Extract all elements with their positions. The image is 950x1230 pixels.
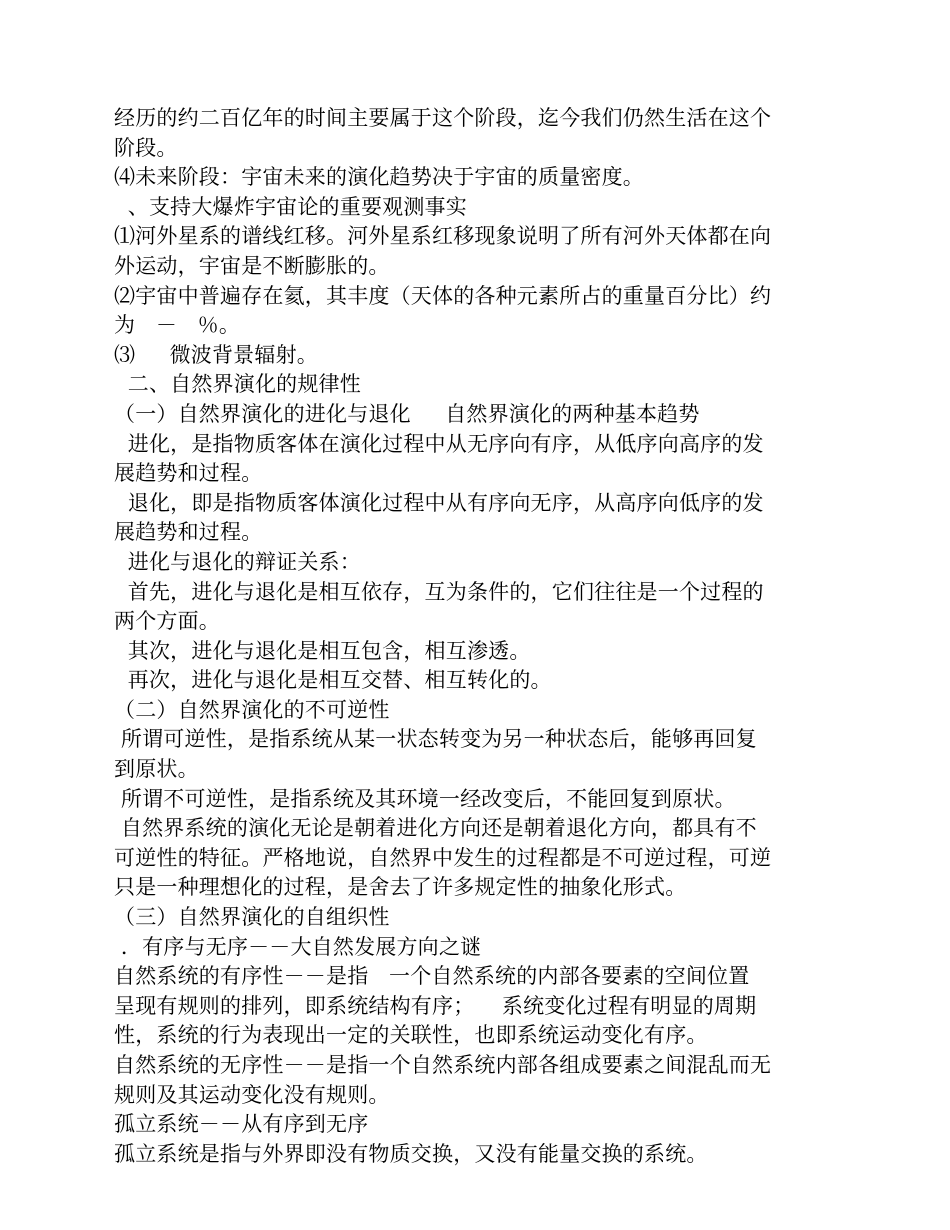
section-heading: 、支持大爆炸宇宙论的重要观测事实 xyxy=(114,194,467,219)
text-line: 性，系统的行为表现出一定的关联性，也即系统运动变化有序。 xyxy=(114,1023,708,1048)
text-line: 进化与退化的辩证关系： xyxy=(114,549,361,574)
text-line: 进化，是指物质客体在演化过程中从无序向有序，从低序向高序的发 xyxy=(114,431,764,456)
text-line: 孤立系统－－从有序到无序 xyxy=(114,1112,369,1137)
text-line: 所谓不可逆性，是指系统及其环境一经改变后，不能回复到原状。 xyxy=(114,786,736,811)
text-line: 自然系统的无序性－－是指一个自然系统内部各组成要素之间混乱而无 xyxy=(114,1053,772,1077)
text-line: 阶段。 xyxy=(114,135,178,160)
text-line: 可逆性的特征。严格地说，自然界中发生的过程都是不可逆过程，可逆 xyxy=(114,845,772,870)
text-line: 规则及其运动变化没有规则。 xyxy=(114,1082,390,1107)
text-line: 展趋势和过程。 xyxy=(114,461,263,486)
subsection-heading: （一）自然界演化的进化与退化 自然界演化的两种基本趋势 xyxy=(114,401,700,426)
text-line: 所谓可逆性，是指系统从某一状态转变为另一种状态后，能够再回复 xyxy=(114,727,757,752)
text-line: 展趋势和过程。 xyxy=(114,520,263,545)
text-line: 再次，进化与退化是相互交替、相互转化的。 xyxy=(114,668,552,693)
text-line: ⑷未来阶段：宇宙未来的演化趋势决于宇宙的质量密度。 xyxy=(114,165,644,190)
text-line: 到原状。 xyxy=(114,757,199,782)
text-line: 自然界系统的演化无论是朝着进化方向还是朝着退化方向，都具有不 xyxy=(114,816,757,841)
text-line: ⑶ 微波背景辐射。 xyxy=(114,342,318,367)
text-line: 两个方面。 xyxy=(114,609,220,634)
text-line: ⑴河外星系的谱线红移。河外星系红移现象说明了所有河外天体都在向 xyxy=(114,224,772,249)
text-line: ．有序与无序－－大自然发展方向之谜 xyxy=(114,934,482,959)
text-line: 退化，即是指物质客体演化过程中从有序向无序，从高序向低序的发 xyxy=(114,490,764,515)
text-line: 只是一种理想化的过程，是舍去了许多规定性的抽象化形式。 xyxy=(114,875,687,900)
text-line: 外运动，宇宙是不断膨胀的。 xyxy=(114,253,390,278)
subsection-heading: （三）自然界演化的自组织性 xyxy=(114,905,390,930)
text-line: 呈现有规则的排列，即系统结构有序； 系统变化过程有明显的周期 xyxy=(114,993,757,1018)
text-line: 孤立系统是指与外界即没有物质交换，又没有能量交换的系统。 xyxy=(114,1141,708,1166)
document-page xyxy=(114,104,844,1169)
text-line: 首先，进化与退化是相互依存，互为条件的，它们往往是一个过程的 xyxy=(114,579,764,604)
section-heading: 二、自然界演化的规律性 xyxy=(114,372,361,397)
text-line: 自然系统的有序性－－是指 一个自然系统的内部各要素的空间位置 xyxy=(114,964,750,989)
text-line: 其次，进化与退化是相互包含，相互渗透。 xyxy=(114,638,531,663)
text-line: 经历的约二百亿年的时间主要属于这个阶段，迄今我们仍然生活在这个 xyxy=(114,106,772,130)
subsection-heading: （二）自然界演化的不可逆性 xyxy=(114,697,390,722)
text-line: ⑵宇宙中普遍存在氦，其丰度（天体的各种元素所占的重量百分比）约 xyxy=(114,283,772,308)
text-line: 为 － ％。 xyxy=(114,313,241,338)
